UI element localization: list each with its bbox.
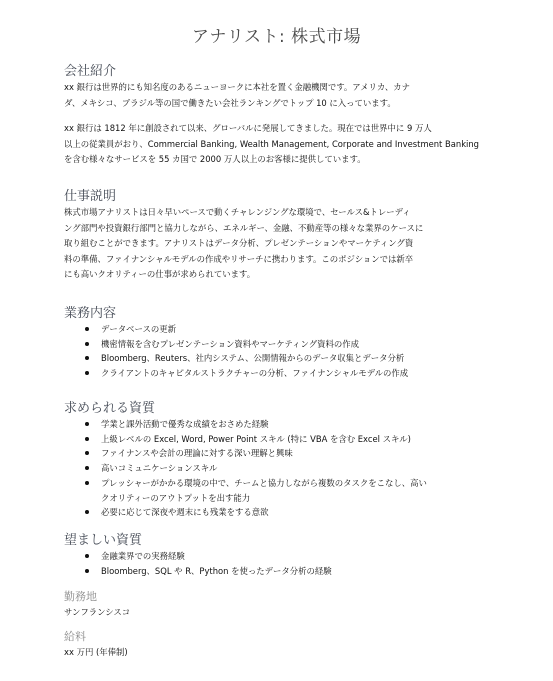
bullet-icon <box>85 554 89 558</box>
company-paragraph-1: xx 銀行は世界的にも知名度のあるニューヨークに本社を置く金融機関です。アメリカ、カナ ダ、メキシコ、ブラジル等の国で働きたい会社ランキングでトップ 10 に入っています。 <box>64 82 410 108</box>
bullet-icon <box>85 481 89 485</box>
list-item <box>64 446 484 461</box>
bullet-icon <box>85 437 89 441</box>
requirement-text: 上級レベルの Excel, Word, Power Point スキル (特に VBA を含む Excel スキル) <box>101 433 411 444</box>
bullet-icon <box>85 422 89 426</box>
requirement-text: 高いコミュニケーションスキル <box>101 463 218 474</box>
list-item <box>64 564 484 579</box>
list-item <box>64 366 484 381</box>
job-description-heading: 仕事説明 <box>64 189 117 204</box>
duty-text: 機密情報を含むプレゼンテーション資料やマーケティング資料の作成 <box>101 338 359 349</box>
list-item <box>64 432 484 447</box>
requirement-text: ファイナンスや会計の理論に対する深い理解と興味 <box>101 448 293 459</box>
requirements-heading: 求められる資質 <box>64 401 156 416</box>
salary-heading: 給料 <box>64 630 86 643</box>
company-paragraph-2: xx 銀行は 1812 年に創設されて以来、グローバルに発展してきました。現在では世界中に 9 万人 以上の従業員がおり、Commercial Banking, Wealth Management, Corporate and Investment Banking を含む様々なサービスを 55 カ国で 2000 万人以上のお客様に提供しています。 <box>64 123 479 164</box>
list-item <box>64 505 484 520</box>
bullet-icon <box>85 510 89 514</box>
list-item <box>64 549 484 564</box>
list-item <box>64 476 484 505</box>
preferred-heading: 望ましい資質 <box>64 533 143 548</box>
bullet-icon <box>85 327 89 331</box>
list-item <box>64 351 484 366</box>
requirements-list <box>64 417 484 520</box>
location-heading: 勤務地 <box>64 590 97 603</box>
job-description-text: 株式市場アナリストは日々早いペースで動くチャレンジングな環境で、セールス&トレーディ ング部門や投資銀行部門と協力しながら、エネルギー、金融、不動産等の様々な業界のケースに 取り組むことができます。アナリストはデータ分析、プレゼンテーションやマーケティング資 料の準備、ファイナンシャルモデルの作成やリサーチに携わります。このポジションでは新卒 にも高いクオリティーの仕事が求められています。 <box>64 207 424 279</box>
company-heading: 会社紹介 <box>64 64 117 79</box>
list-item <box>64 417 484 432</box>
bullet-icon <box>85 569 89 573</box>
duties-list <box>64 322 484 381</box>
duty-text: データベースの更新 <box>101 324 176 334</box>
requirement-text: 必要に応じて深夜や週末にも残業をする意欲 <box>101 507 269 518</box>
requirement-text: 学業と課外活動で優秀な成績をおさめた経験 <box>101 419 269 429</box>
bullet-icon <box>85 451 89 455</box>
bullet-icon <box>85 356 89 360</box>
requirement-text: プレッシャーがかかる環境の中で、チームと協力しながら複数のタスクをこなし、高い クオリティーのアウトプットを出す能力 <box>101 477 427 503</box>
duties-heading: 業務内容 <box>64 306 117 321</box>
list-item <box>64 461 484 476</box>
list-item <box>64 337 484 352</box>
list-item <box>64 322 484 337</box>
salary-value: xx 万円 (年俸制) <box>64 647 128 657</box>
document-title: アナリスト: 株式市場 <box>191 27 362 47</box>
bullet-icon <box>85 466 89 470</box>
location-value: サンフランシスコ <box>64 607 131 617</box>
preferred-text: 金融業界での実務経験 <box>101 551 185 561</box>
preferred-text: Bloomberg、SQL や R、Python を使ったデータ分析の経験 <box>101 565 332 576</box>
duty-text: クライアントのキャピタルストラクチャーの分析、ファイナンシャルモデルの作成 <box>101 368 409 379</box>
bullet-icon <box>85 371 89 375</box>
preferred-list <box>64 549 484 578</box>
bullet-icon <box>85 342 89 346</box>
duty-text: Bloomberg、Reuters、社内システム、公開情報からのデータ収集とデータ分析 <box>101 353 405 364</box>
